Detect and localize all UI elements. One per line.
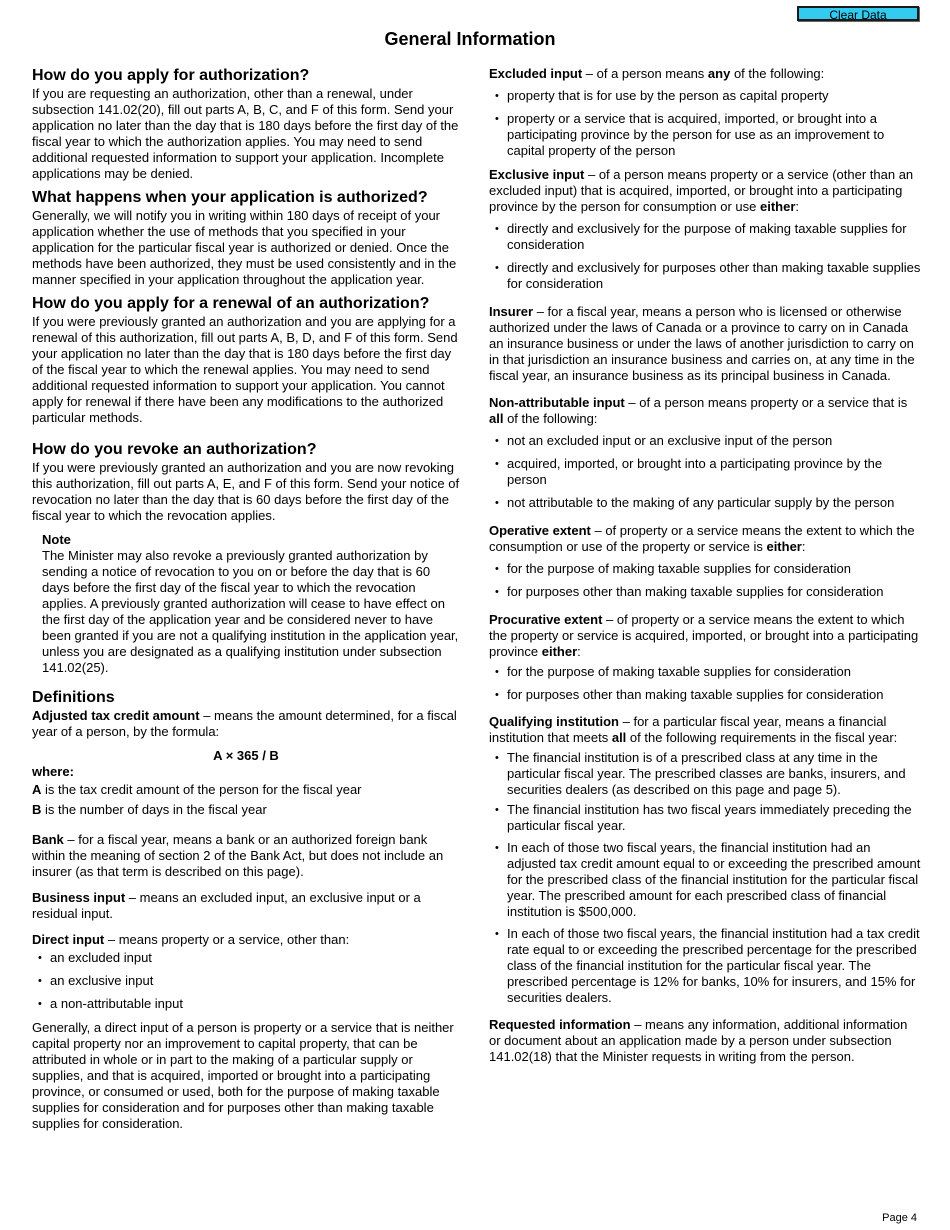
note-block xyxy=(42,532,460,676)
def-text: : xyxy=(795,199,800,214)
list-item: • In each of those two fiscal years, the financial institution had a tax credit rate equal to or exceeding the prescribed percentage for the prescribed class of the financial institution for the particular fiscal year. The prescribed percentage is 12% for banks, 10% for insurers, and 15% for securities dealers. xyxy=(489,926,921,1006)
list-item: • The financial institution has two fiscal years immediately preceding the particular fiscal year. xyxy=(489,802,921,834)
def-term: B xyxy=(32,802,42,817)
emphasis: any xyxy=(707,66,731,81)
def-procurative-extent xyxy=(489,612,921,660)
non-attributable-list xyxy=(489,433,921,511)
list-item: • property that is for use by the person as capital property xyxy=(489,88,921,104)
def-term: Adjusted tax credit amount xyxy=(32,708,200,723)
list-item: • for purposes other than making taxable supplies for consideration xyxy=(489,584,921,600)
where-label: where: xyxy=(32,764,74,779)
def-term: Business input xyxy=(32,890,126,905)
list-item: • an exclusive input xyxy=(32,973,460,989)
def-term: Procurative extent xyxy=(489,612,603,627)
list-item: • for purposes other than making taxable supplies for consideration xyxy=(489,687,921,703)
def-text: – of property or a service means the extent to which the property or service is acquired, imported, or brought into a participating province xyxy=(489,612,919,659)
def-text: – means the amount determined, for a fiscal year of a person, by the formula: xyxy=(32,708,457,739)
renewal-text: If you were previously granted an authorization and you are applying for a renewal of this authorization, fill out parts A, B, D, and F of this form. Send your application no later than the day that is 180 days before the first day of the fiscal year to which the renewal applies. You may need to send additional requested information to support your application. You cannot apply for renewal if there have been any modifications to the authorized particular methods. xyxy=(32,314,458,425)
def-insurer xyxy=(489,304,921,384)
def-text: is the tax credit amount of the person for the fiscal year xyxy=(41,782,362,797)
list-item: • directly and exclusively for purposes other than making taxable supplies for consideration xyxy=(489,260,921,292)
def-text: : xyxy=(801,539,806,554)
def-text: is the number of days in the fiscal year xyxy=(41,802,267,817)
def-term: Exclusive input xyxy=(489,167,585,182)
def-non-attributable-input xyxy=(489,395,921,427)
direct-input-general: Generally, a direct input of a person is property or a service that is neither capital property nor an improvement to capital property, that can be attributed in whole or in part to the making of a particular supply or supplies, and that is acquired, imported or brought into a participating province, or consumed or used, both for the purpose of making taxable supplies for consideration and for purposes other than making taxable supplies for consideration. xyxy=(32,1020,454,1131)
def-operative-extent xyxy=(489,523,921,555)
apply-text: If you are requesting an authorization, other than a renewal, under subsection 141.02(20), fill out parts A, B, C, and F of this form. Send your application no later than the day that is 180 days before the first day of the fiscal year to which the authorization applies. You may need to send additional requested information to support your application. Incomplete applications may be denied. xyxy=(32,86,459,181)
def-term: Insurer xyxy=(489,304,534,319)
def-term: Excluded input xyxy=(489,66,583,81)
excluded-input-list xyxy=(489,88,921,159)
list-item: • directly and exclusively for the purpose of making taxable supplies for consideration xyxy=(489,221,921,253)
def-text: : xyxy=(577,644,581,659)
def-text: – of property or a service means the extent to which the consumption or use of the property or service is xyxy=(489,523,915,554)
def-term: Requested information xyxy=(489,1017,631,1032)
def-term: Direct input xyxy=(32,932,105,947)
def-excluded-input xyxy=(489,66,921,82)
def-text: – means any information, additional information or document about an application made by a person under subsection 141.02(18) that the Minister requests in writing from the person. xyxy=(489,1017,908,1064)
def-a xyxy=(32,782,460,798)
qualifying-institution-list xyxy=(489,750,921,1006)
def-text: – of a person means property or a service that is xyxy=(624,395,908,410)
page-title: General Information xyxy=(384,29,556,49)
page-number: Page 4 xyxy=(882,1212,917,1224)
def-term: Qualifying institution xyxy=(489,714,619,729)
revoke-heading: How do you revoke an authorization? xyxy=(32,441,317,458)
list-item: • for the purpose of making taxable supplies for consideration xyxy=(489,664,921,680)
def-text: – of a person means xyxy=(582,66,708,81)
def-text: of the following requirements in the fiscal year: xyxy=(626,730,898,745)
emphasis: either xyxy=(541,644,578,659)
clear-data-button[interactable]: Clear Data xyxy=(797,6,919,21)
def-term: Non-attributable input xyxy=(489,395,625,410)
list-item: • a non-attributable input xyxy=(32,996,460,1012)
list-item: • The financial institution is of a prescribed class at any time in the particular fiscal year. The prescribed classes are banks, insurers, and securities dealers (as described on this page and page 5). xyxy=(489,750,921,798)
renewal-heading: How do you apply for a renewal of an authorization? xyxy=(32,295,430,312)
def-requested-information xyxy=(489,1017,921,1065)
list-item: • property or a service that is acquired, imported, or brought into a participating province by the person for use as an improvement to capital property of the person xyxy=(489,111,921,159)
list-item: • acquired, imported, or brought into a participating province by the person xyxy=(489,456,921,488)
def-text: of the following: xyxy=(730,66,825,81)
def-exclusive-input xyxy=(489,167,921,215)
def-business-input xyxy=(32,890,460,922)
def-term: Operative extent xyxy=(489,523,591,538)
note-label: Note xyxy=(42,532,71,547)
formula: A × 365 / B xyxy=(213,748,279,763)
def-term: Bank xyxy=(32,832,64,847)
list-item: • not an excluded input or an exclusive input of the person xyxy=(489,433,921,449)
def-qualifying-institution xyxy=(489,714,921,746)
def-term: A xyxy=(32,782,42,797)
left-column xyxy=(32,66,460,1132)
def-text: – for a fiscal year, means a person who is licensed or otherwise authorized under the laws of Canada or a province to carry on in Canada an insurance business or under the laws of another jurisdiction to carry on in that jurisdiction an insurance business and carries on, at any time in the fiscal year, an insurance business as its principal business in Canada. xyxy=(489,304,915,383)
definitions-heading: Definitions xyxy=(32,689,115,706)
def-b xyxy=(32,802,460,818)
list-item: • for the purpose of making taxable supplies for consideration xyxy=(489,561,921,577)
operative-extent-list xyxy=(489,561,921,600)
list-item: • an excluded input xyxy=(32,950,460,966)
emphasis: all xyxy=(489,411,504,426)
def-adjusted-tax-credit xyxy=(32,708,460,740)
def-direct-input xyxy=(32,932,460,948)
def-text: of the following: xyxy=(503,411,598,426)
authorized-heading: What happens when your application is authorized? xyxy=(32,189,428,206)
direct-input-list xyxy=(32,950,460,1012)
list-item: • not attributable to the making of any particular supply by the person xyxy=(489,495,921,511)
def-bank xyxy=(32,832,460,880)
def-text: – means property or a service, other than: xyxy=(104,932,350,947)
note-text: The Minister may also revoke a previously granted authorization by sending a notice of revocation to you on or before the day that is 60 days before the first day of the fiscal year to which the revocation applies. A previously granted authorization will cease to have effect on the first day of the application year and be considered never to have been granted if you are not a qualifying institution in the application year, unless you are designated as a qualifying institution under subsection 141.02(25). xyxy=(42,548,459,675)
def-text: – for a particular fiscal year, means a financial institution that meets xyxy=(489,714,887,745)
exclusive-input-list xyxy=(489,221,921,292)
def-text: – for a fiscal year, means a bank or an authorized foreign bank within the meaning of section 2 of the Bank Act, but does not include an insurer (as that term is described on this page). xyxy=(32,832,444,879)
def-text: – of a person means property or a service (other than an excluded input) that is acquired, imported, or brought into a participating province by the person for consumption or use xyxy=(489,167,914,214)
apply-heading: How do you apply for authorization? xyxy=(32,67,310,84)
list-item: • In each of those two fiscal years, the financial institution had an adjusted tax credit amount equal to or exceeding the prescribed amount for the prescribed class of the financial institution for the particular fiscal year. The prescribed amount for each prescribed class of financial institution is $500,000. xyxy=(489,840,921,920)
emphasis: all xyxy=(611,730,627,745)
def-text: – means an excluded input, an exclusive input or a residual input. xyxy=(32,890,421,921)
emphasis: either xyxy=(766,539,802,554)
emphasis: either xyxy=(759,199,796,214)
revoke-text: If you were previously granted an authorization and you are now revoking this authorization, fill out parts A, E, and F of this form. Send your notice of revocation no later than the day that is 60 days before the first day of the fiscal year to which the revocation applies. xyxy=(32,460,460,523)
authorized-text: Generally, we will notify you in writing within 180 days of receipt of your application whether the use of methods that you specified in your application for the particular fiscal year is authorized or denied. Once the methods have been authorized, they must be used consistently and in the manner specified in your application throughout the application year. xyxy=(32,208,457,287)
right-column xyxy=(489,66,921,1065)
procurative-extent-list xyxy=(489,664,921,703)
